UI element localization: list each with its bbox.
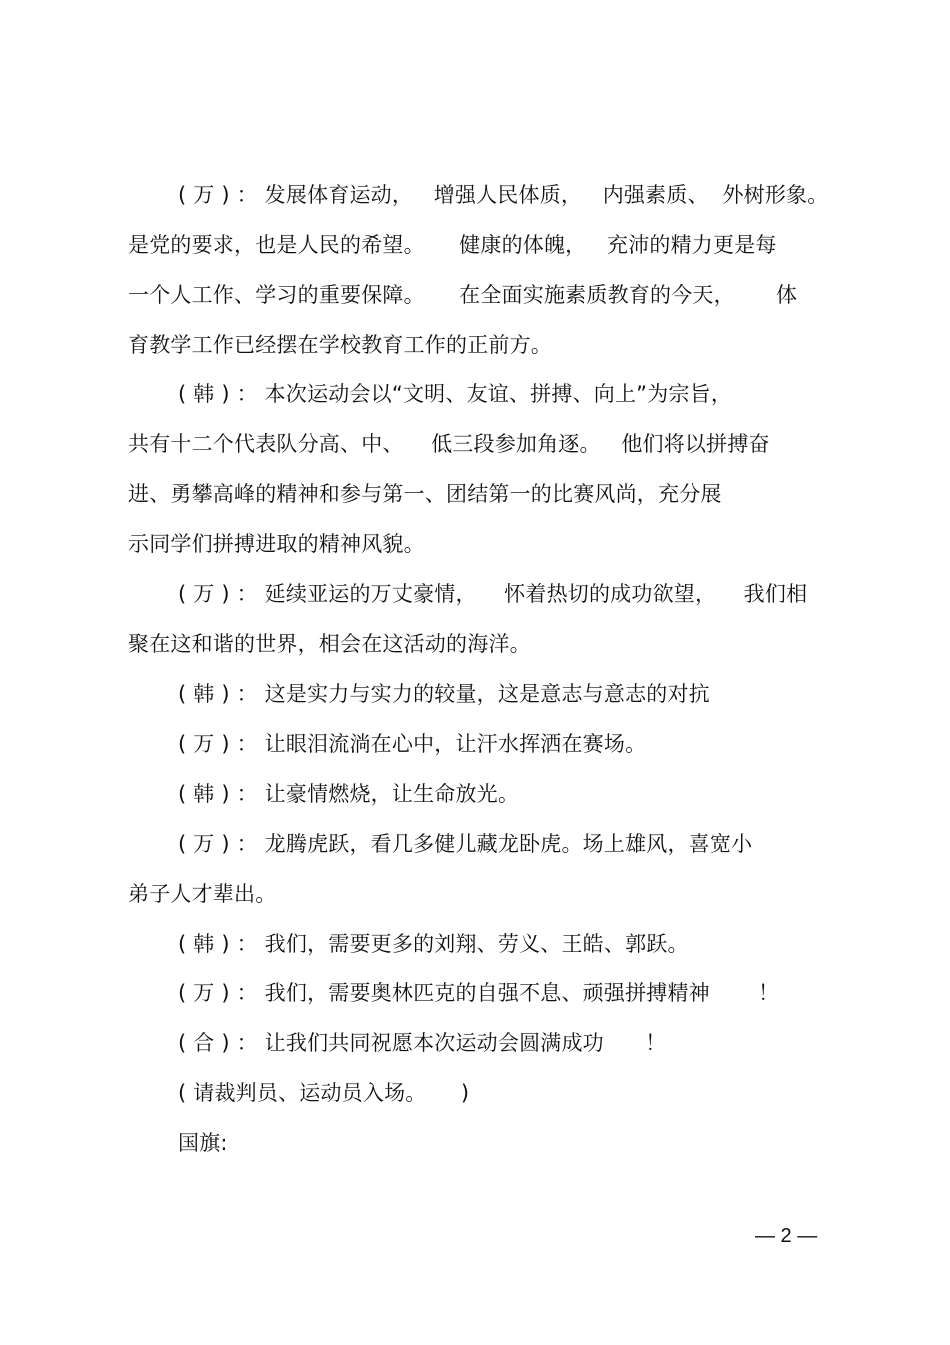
paragraph-line: 聚在这和谐的世界，相会在这活动的海洋。 [128,632,531,656]
paragraph-line: ( 万 ) ： 龙腾虎跃，看几多健儿藏龙卧虎。场上雄风，喜宽小 [178,832,753,856]
paragraph-line: 共有十二个代表队分高、中、 低三段参加角逐。 他们将以拼搏奋 [128,432,770,456]
paragraph-line: ( 韩 ) ： 让豪情燃烧，让生命放光。 [178,782,520,806]
paragraph-line: ( 韩 ) ： 这是实力与实力的较量，这是意志与意志的对抗 [178,682,710,706]
paragraph-line: ( 万 ) ： 我们，需要奥林匹克的自强不息、顽强拼搏精神 ！ [178,981,780,1005]
paragraph-line: 进、勇攀高峰的精神和参与第一、团结第一的比赛风尚，充分展 [128,482,722,506]
paragraph-line: ( 韩 ) ： 本次运动会以“文明、友谊、拼搏、向上”为宗旨， [178,382,733,406]
paragraph-line: ( 韩 ) ： 我们，需要更多的刘翔、劳义、王皓、郭跃。 [178,932,689,956]
paragraph-line: 一个人工作、学习的重要保障。 在全面实施素质教育的今天， 体 [128,283,798,307]
paragraph-line: ( 合 ) ： 让我们共同祝愿本次运动会圆满成功 ！ [178,1031,667,1055]
paragraph-line: 示同学们拼搏进取的精神风貌。 [128,532,425,556]
paragraph-line: 育教学工作已经摆在学校教育工作的正前方。 [128,333,552,357]
paragraph-line: 国旗: [178,1131,228,1155]
paragraph-line: ( 万 ) ： 让眼泪流淌在心中，让汗水挥洒在赛场。 [178,732,647,756]
paragraph-line: ( 万 ) ： 延续亚运的万丈豪情， 怀着热切的成功欲望， 我们相 [178,582,808,606]
paragraph-line: ( 请裁判员、运动员入场。 ) [178,1081,470,1105]
paragraph-line: ( 万 ) ： 发展体育运动， 增强人民体质， 内强素质、 外树形象。 [178,183,829,207]
paragraph-line: 弟子人才辈出。 [128,882,277,906]
paragraph-line: 是党的要求，也是人民的希望。 健康的体魄， 充沛的精力更是每 [128,233,777,257]
page-number: — 2 — [755,1225,818,1247]
